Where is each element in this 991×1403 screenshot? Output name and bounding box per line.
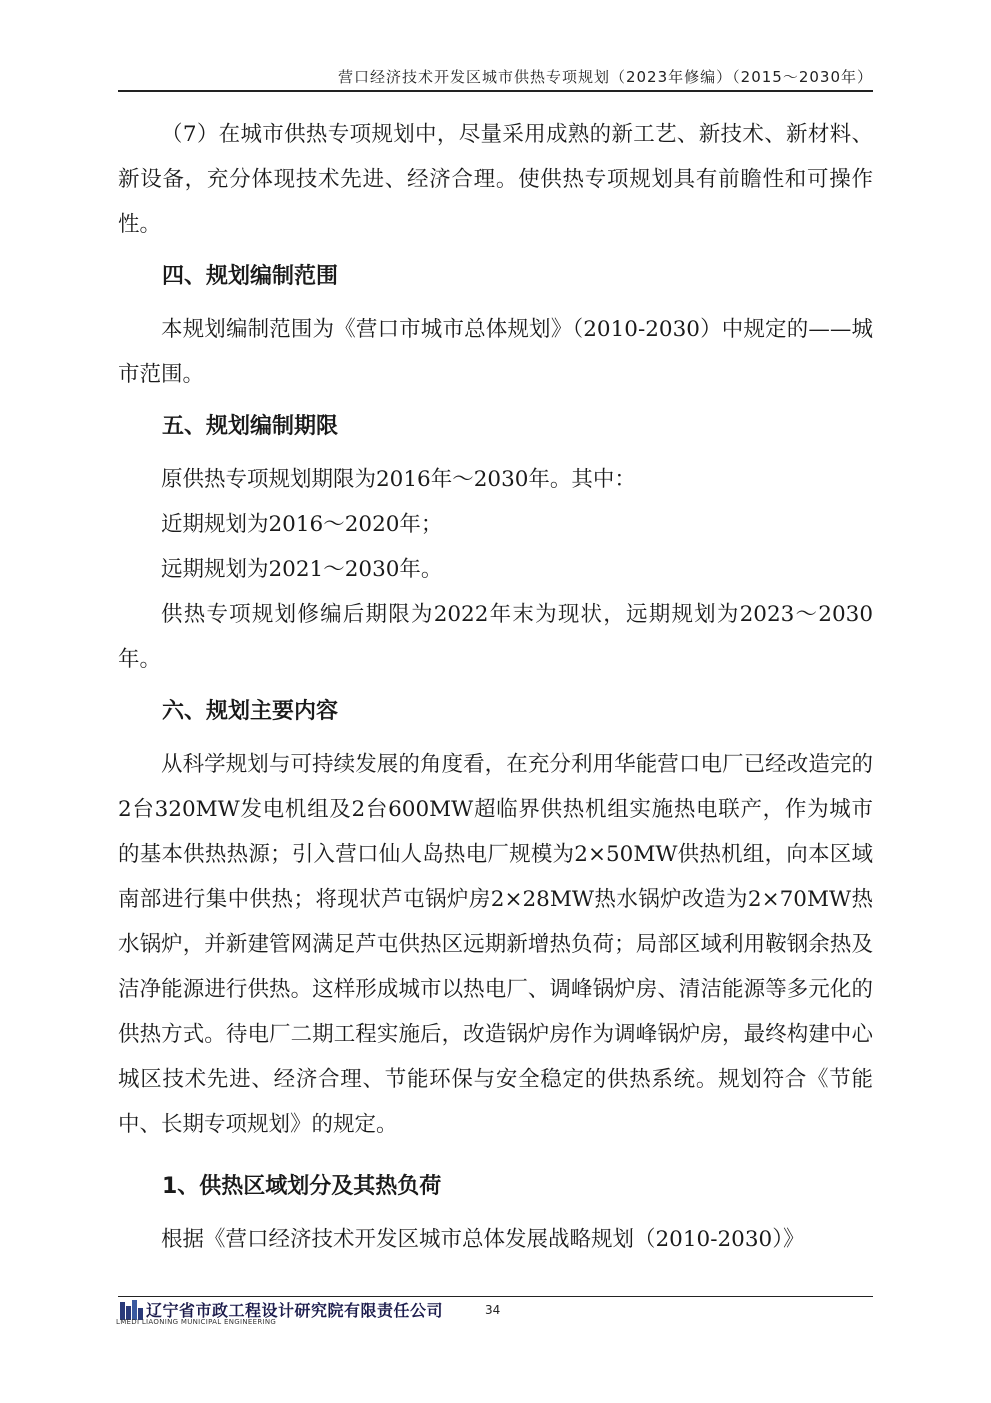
- section-heading-period: 五、规划编制期限: [162, 414, 339, 439]
- company-name: 辽宁省市政工程设计研究院有限责任公司: [146, 1301, 444, 1320]
- paragraph-period-3: 远期规划为2021～2030年。: [161, 557, 443, 582]
- page-body: [118, 112, 873, 1262]
- running-header: 营口经济技术开发区城市供热专项规划（2023年修编）（2015～2030年）: [337, 68, 873, 86]
- company-name-en: [116, 1318, 276, 1326]
- paragraph-item-7: （7）在城市供热专项规划中，尽量采用成熟的新工艺、新技术、新材料、新设备，充分体现技术先进、经济合理。使供热专项规划具有前瞻性和可操作性。: [118, 122, 873, 237]
- logo-text: LMEDI: [116, 1318, 140, 1326]
- paragraph-period-2: 近期规划为2016～2020年；: [161, 512, 443, 537]
- subsection-heading-zones: 1、供热区域划分及其热负荷: [162, 1174, 442, 1199]
- page-number: 34: [485, 1303, 501, 1317]
- paragraph-scope: 本规划编制范围为《营口市城市总体规划》（2010-2030）中规定的——城市范围。: [118, 317, 873, 387]
- section-heading-scope: 四、规划编制范围: [162, 264, 339, 289]
- paragraph-content: 从科学规划与可持续发展的角度看，在充分利用华能营口电厂已经改造完的2台320MW发电机组及2台600MW超临界供热机组实施热电联产，作为城市的基本供热热源；引入营口仙人岛热电厂规模为2×50MW供热机组，向本区域南部进行集中供热；将现状芦屯锅炉房2×28MW热水锅炉改造为2×70MW热水锅炉，并新建管网满足芦屯供热区远期新增热负荷；局部区域利用鞍钢余热及洁净能源进行供热。这样形成城市以热电厂、调峰锅炉房、清洁能源等多元化的供热方式。待电厂二期工程实施后，改造锅炉房作为调峰锅炉房，最终构建中心城区技术先进、经济合理、节能环保与安全稳定的供热系统。规划符合《节能中、长期专项规划》的规定。: [118, 752, 873, 1137]
- company-name-en-text: LIAONING MUNICIPAL ENGINEERING: [141, 1318, 277, 1326]
- paragraph-zones: 根据《营口经济技术开发区城市总体发展战略规划（2010-2030）》: [161, 1227, 805, 1252]
- paragraph-period-4: 供热专项规划修编后期限为2022年末为现状，远期规划为2023～2030年。: [118, 602, 873, 672]
- section-heading-content: 六、规划主要内容: [162, 699, 339, 724]
- footer-rule: [118, 1296, 873, 1297]
- paragraph-period-1: 原供热专项规划期限为2016年～2030年。其中：: [161, 467, 636, 492]
- header-rule: [118, 90, 873, 92]
